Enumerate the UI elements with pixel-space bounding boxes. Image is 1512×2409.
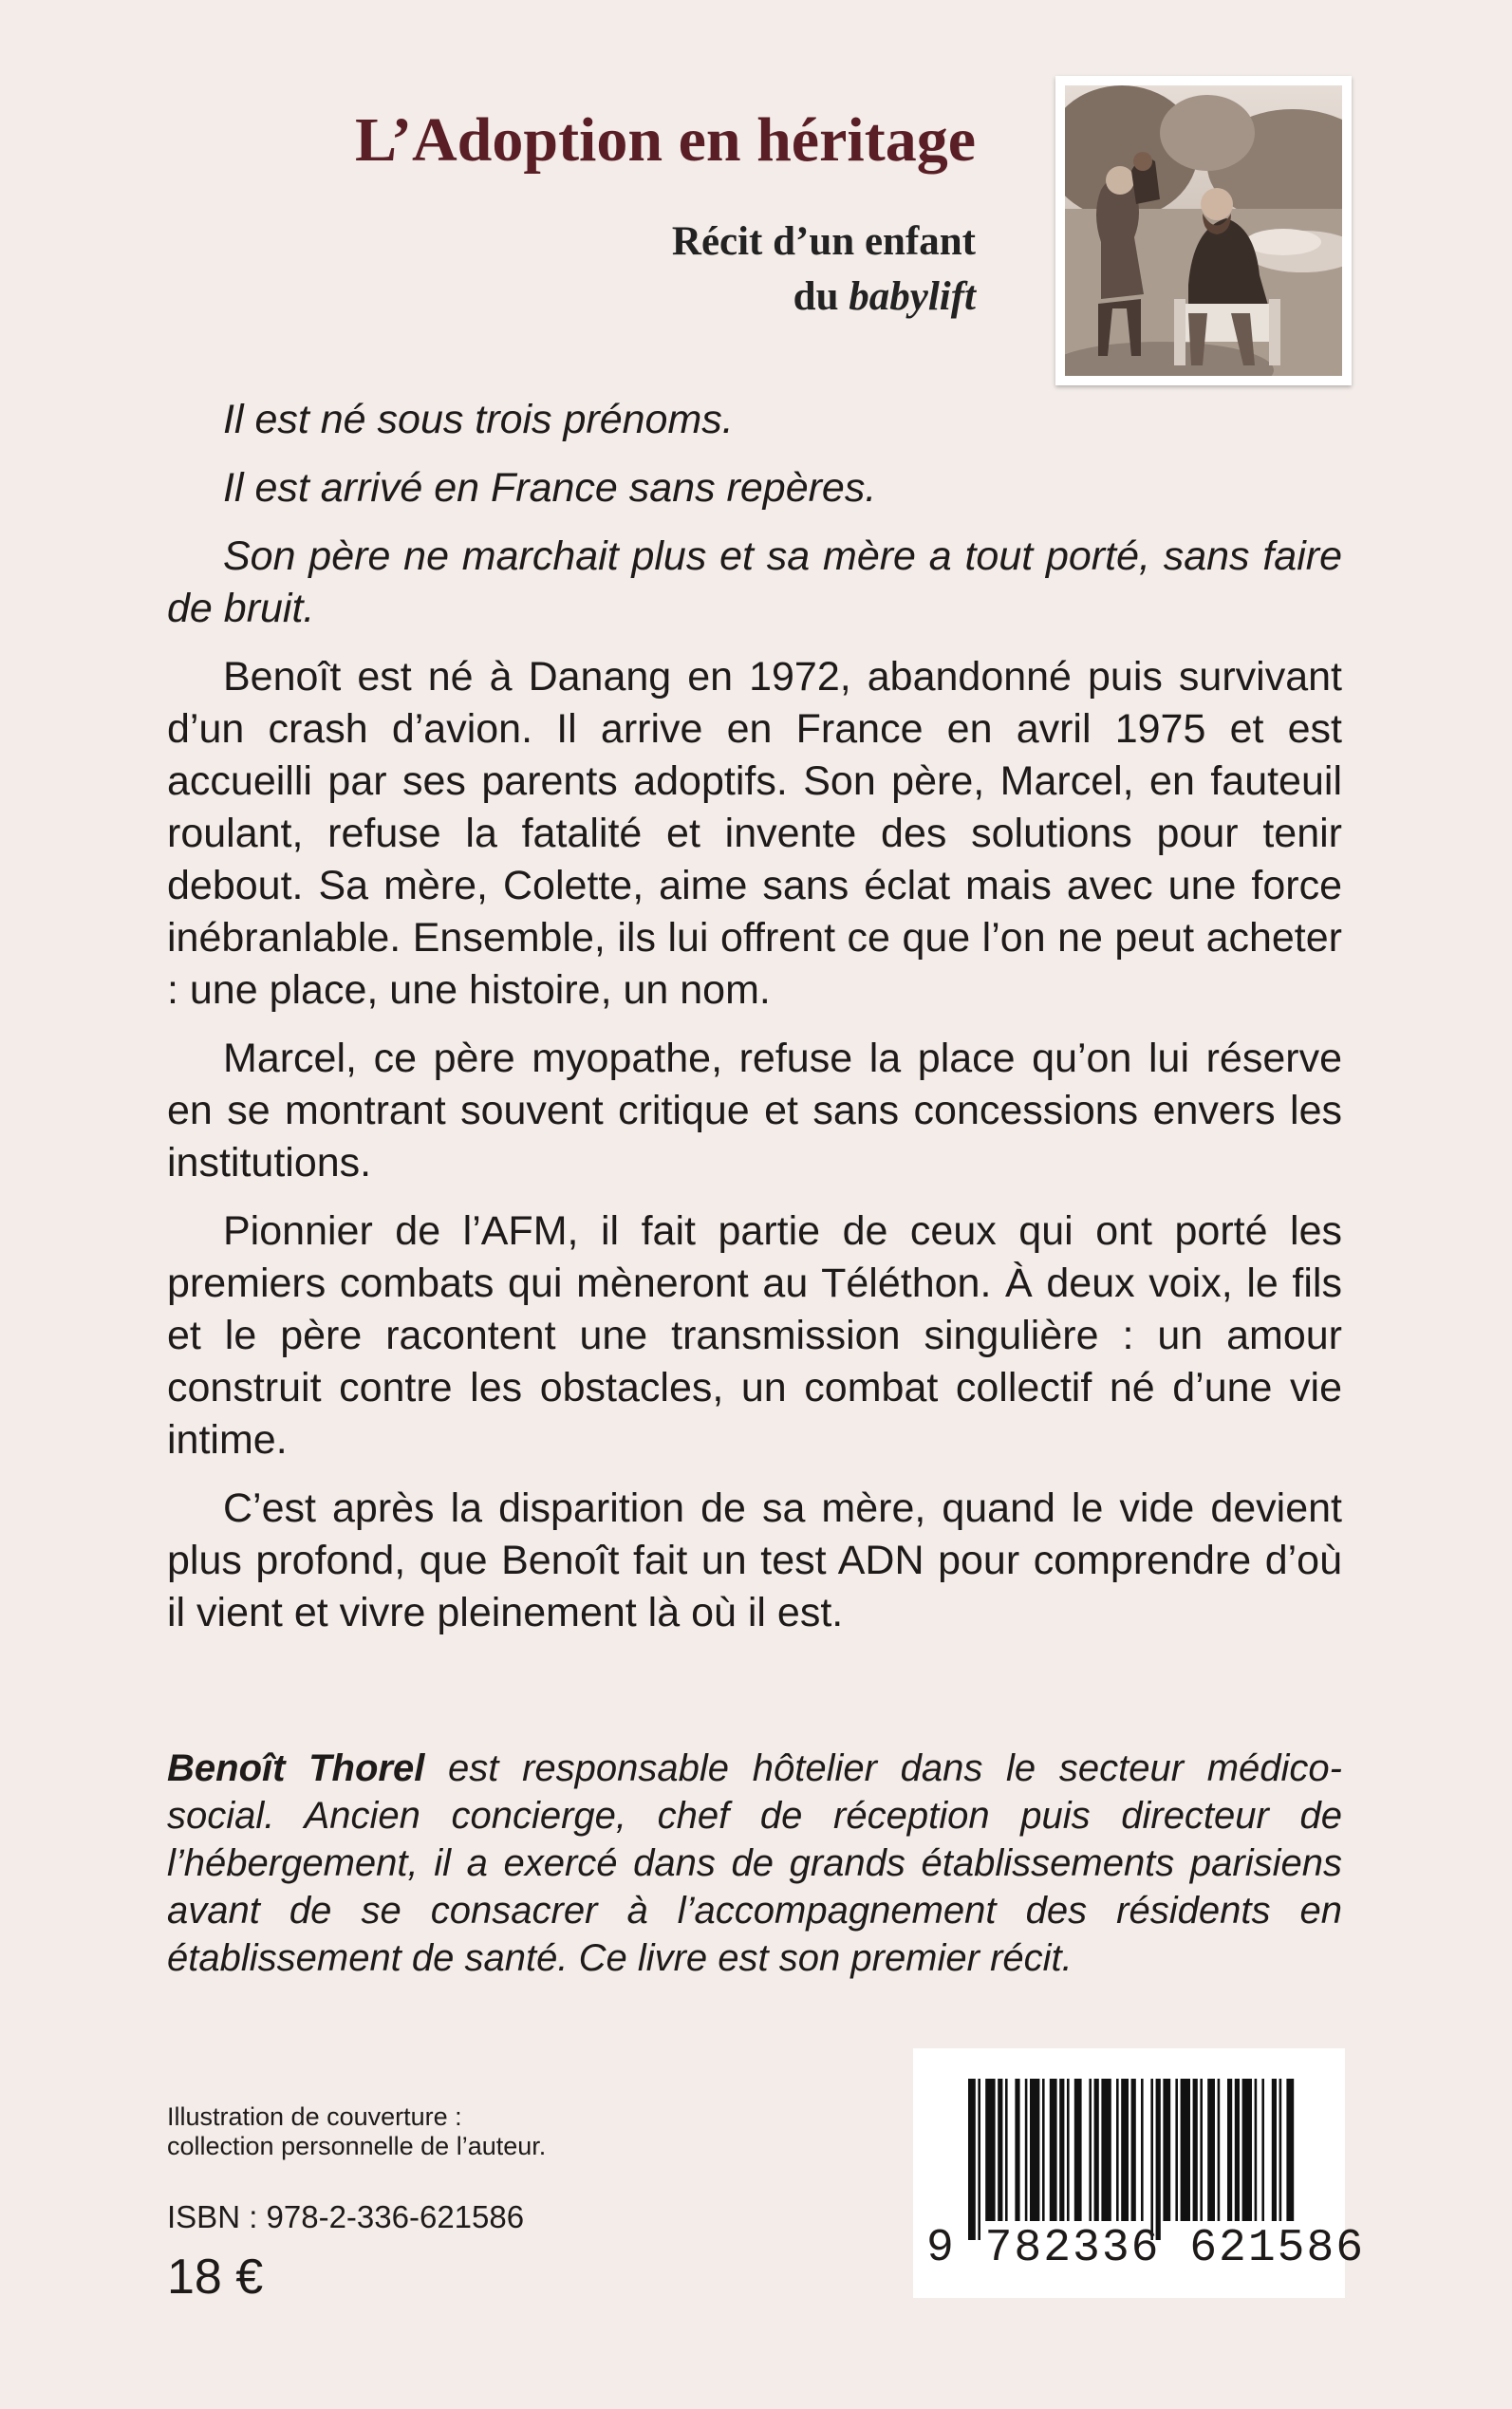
- barcode-bar: [1030, 2079, 1039, 2221]
- cover-photo: [1055, 76, 1352, 385]
- barcode-bar: [1242, 2079, 1252, 2221]
- subtitle-line-1: Récit d’un enfant: [671, 219, 976, 264]
- barcode-bar: [1163, 2079, 1170, 2221]
- barcode-bar: [998, 2079, 1002, 2221]
- barcode-bar: [1272, 2079, 1277, 2221]
- author-bio-text: est responsable hôtelier dans le secteur médico-social. Ancien concierge, chef de réception puis directeur de l’hébergement, il a exercé dans de grands établissements parisiens avant de se consacrer à l’accompagnement des résidents en établissement de santé. Ce livre est son premier récit.: [167, 1747, 1342, 1979]
- intro-line-2: Il est arrivé en France sans repères.: [223, 465, 877, 511]
- barcode-bar: [1089, 2079, 1092, 2221]
- barcode-bar: [1286, 2079, 1294, 2221]
- barcode-bar: [1121, 2079, 1129, 2221]
- barcode-bar: [1131, 2079, 1136, 2221]
- barcode-bar: [1200, 2079, 1203, 2221]
- price: 18 €: [167, 2250, 264, 2305]
- author-bio: [167, 1745, 1342, 1982]
- barcode-bar: [1015, 2079, 1019, 2221]
- illustration-credit: [167, 2102, 546, 2161]
- paragraph-1: Benoît est né à Danang en 1972, abandonné puis survivant d’un crash d’avion. Il arrive en France en avril 1975 et est accueilli par ses parents adoptifs. Son père, Marcel, en fauteuil roulant, refuse la fatalité et invente des solutions pour tenir debout. Sa mère, Colette, aime sans éclat mais avec une force inébranlable. Ensemble, ils lui offrent ce que l’on ne peut acheter : une place, une histoire, un nom.: [167, 654, 1342, 1013]
- barcode-bar: [1005, 2079, 1008, 2221]
- barcode-bar: [1150, 2079, 1153, 2240]
- barcode-bar: [1141, 2079, 1144, 2221]
- barcode-bar: [1175, 2079, 1178, 2221]
- barcode-bar: [968, 2079, 976, 2240]
- barcode-bar: [1116, 2079, 1119, 2221]
- isbn: ISBN : 978-2-336-621586: [167, 2199, 525, 2234]
- barcode-bar: [1067, 2079, 1070, 2221]
- barcode-digits: 9 782336 621586: [926, 2223, 1366, 2274]
- barcode-bar: [1235, 2079, 1240, 2221]
- paragraph-3: Pionnier de l’AFM, il fait partie de ceux qui ont porté les premiers combats qui mèneront au Téléthon. À deux voix, le fils et le père racontent une transmission singulière : un amour construit contre les obstacles, un combat collectif né d’une vie intime.: [167, 1208, 1342, 1463]
- barcode-bar: [1261, 2079, 1264, 2221]
- author-name: Benoît Thorel: [167, 1747, 425, 1789]
- barcode-bar: [978, 2079, 980, 2240]
- credit-line-1: Illustration de couverture :: [167, 2102, 462, 2131]
- barcode-bar: [1025, 2079, 1028, 2221]
- credit-line-2: collection personnelle de l’auteur.: [167, 2132, 547, 2160]
- barcode-bar: [1050, 2079, 1057, 2221]
- subtitle-italic: babylift: [849, 274, 976, 319]
- back-cover-text: [167, 394, 1342, 1655]
- barcode-bar: [1218, 2079, 1221, 2221]
- barcode-bar: [1207, 2079, 1215, 2221]
- barcode-bar: [1227, 2079, 1232, 2221]
- barcode-bar: [1181, 2079, 1190, 2221]
- paragraph-2: Marcel, ce père myopathe, refuse la place qu’on lui réserve en se montrant souvent critique et sans concessions envers les institutions.: [167, 1036, 1342, 1186]
- barcode-bar: [1156, 2079, 1161, 2240]
- barcode-bar: [1255, 2079, 1258, 2221]
- barcode: [913, 2048, 1366, 2298]
- book-subtitle: [520, 215, 976, 325]
- barcode-bar: [1074, 2079, 1082, 2221]
- intro-line-3: Son père ne marchait plus et sa mère a tout porté, sans faire de bruit.: [167, 533, 1342, 631]
- barcode-bar: [1042, 2079, 1045, 2221]
- intro-line-1: Il est né sous trois prénoms.: [223, 397, 734, 442]
- paragraph-4: C’est après la disparition de sa mère, quand le vide devient plus profond, que Benoît fait un test ADN pour comprendre d’où il vient et vivre pleinement là où il est.: [167, 1485, 1342, 1635]
- barcode-bar: [1059, 2079, 1064, 2221]
- subtitle-line-2: du babylift: [793, 274, 976, 319]
- barcode-bar: [1279, 2079, 1282, 2221]
- family-photo-illustration: [1065, 85, 1342, 376]
- barcode-bar: [1094, 2079, 1099, 2221]
- book-title: L’Adoption en héritage: [355, 105, 976, 175]
- barcode-bar: [1193, 2079, 1198, 2221]
- barcode-bar: [1101, 2079, 1111, 2221]
- barcode-bar: [985, 2079, 995, 2221]
